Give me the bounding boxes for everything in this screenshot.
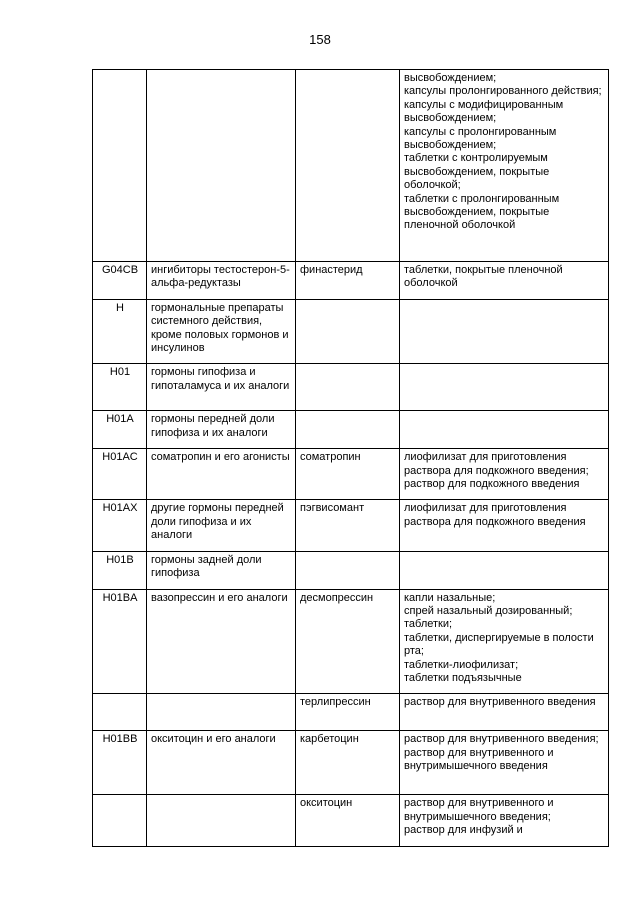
dosage-forms-cell xyxy=(400,411,609,449)
drug-name-cell xyxy=(296,70,400,262)
group-name-cell: другие гормоны передней доли гипофиза и их аналоги xyxy=(147,500,296,551)
dosage-form: раствор для внутривенного и внутримышечного введения; xyxy=(404,797,554,823)
atc-code-cell: H01 xyxy=(93,364,147,411)
drug-name-cell: пэгвисомант xyxy=(296,500,400,551)
group-name-cell xyxy=(147,70,296,262)
dosage-forms-cell xyxy=(400,299,609,364)
table-row xyxy=(93,411,609,449)
group-name-cell: гормоны передней доли гипофиза и их аналоги xyxy=(147,411,296,449)
table-row xyxy=(93,731,609,795)
group-name-cell: гормоны гипофиза и гипоталамуса и их аналоги xyxy=(147,364,296,411)
atc-code-cell: H01B xyxy=(93,551,147,589)
group-name-cell xyxy=(147,795,296,846)
table-row xyxy=(93,262,609,300)
atc-code-cell: H01AC xyxy=(93,449,147,500)
group-name-cell: ингибиторы тестостерон-5-альфа-редуктазы xyxy=(147,262,296,300)
group-name-cell: гормоны задней доли гипофиза xyxy=(147,551,296,589)
drug-name-cell: карбетоцин xyxy=(296,731,400,795)
dosage-form: капсулы пролонгированного действия; xyxy=(404,85,602,98)
dosage-form: лиофилизат для приготовления раствора для подкожного введения; xyxy=(404,451,589,477)
atc-code-cell xyxy=(93,694,147,731)
dosage-forms-cell xyxy=(400,262,609,300)
table-row xyxy=(93,500,609,551)
drug-name-cell: соматропин xyxy=(296,449,400,500)
dosage-form: лиофилизат для приготовления раствора для подкожного введения xyxy=(404,502,586,528)
atc-code-cell xyxy=(93,795,147,846)
drug-name-cell xyxy=(296,411,400,449)
dosage-forms-cell xyxy=(400,694,609,731)
group-name-cell: вазопрессин и его аналоги xyxy=(147,589,296,694)
dosage-forms-cell xyxy=(400,500,609,551)
group-name-cell: окситоцин и его аналоги xyxy=(147,731,296,795)
atc-code-cell: H01BA xyxy=(93,589,147,694)
drug-name-cell: окситоцин xyxy=(296,795,400,846)
atc-code-cell: G04CB xyxy=(93,262,147,300)
dosage-form: раствор для внутривенного введения xyxy=(404,696,596,709)
dosage-form: таблетки с пролонгированным высвобождением, покрытые пленочной оболочкой xyxy=(404,192,560,232)
dosage-forms-cell xyxy=(400,731,609,795)
dosage-forms-cell xyxy=(400,551,609,589)
table-row xyxy=(93,449,609,500)
table-row xyxy=(93,364,609,411)
dosage-form: спрей назальный дозированный; xyxy=(404,604,573,617)
dosage-form: капли назальные; xyxy=(404,591,496,604)
dosage-forms-cell xyxy=(400,795,609,846)
dosage-form: раствор для подкожного введения xyxy=(404,478,580,491)
group-name-cell: гормональные препараты системного действия, кроме половых гормонов и инсулинов xyxy=(147,299,296,364)
dosage-forms-cell xyxy=(400,449,609,500)
drug-name-cell xyxy=(296,551,400,589)
dosage-forms-cell xyxy=(400,589,609,694)
drug-name-cell: финастерид xyxy=(296,262,400,300)
atc-code-cell: H01A xyxy=(93,411,147,449)
table-row xyxy=(93,694,609,731)
table-row xyxy=(93,589,609,694)
table-row xyxy=(93,70,609,262)
atc-code-cell: H01AX xyxy=(93,500,147,551)
dosage-form: таблетки-лиофилизат; xyxy=(404,658,519,671)
dosage-form: раствор для инфузий и xyxy=(404,824,523,837)
drug-name-cell xyxy=(296,299,400,364)
drug-table xyxy=(92,69,609,847)
dosage-form: раствор для внутривенного введения; xyxy=(404,733,599,746)
drug-name-cell xyxy=(296,364,400,411)
dosage-form: таблетки, диспергируемые в полости рта; xyxy=(404,631,594,658)
dosage-form: таблетки подъязычные xyxy=(404,671,522,684)
dosage-form: капсулы с модифицированным высвобождением; xyxy=(404,98,564,125)
table-row xyxy=(93,551,609,589)
dosage-form: таблетки; xyxy=(404,618,453,631)
table-row xyxy=(93,795,609,846)
dosage-forms-cell xyxy=(400,70,609,262)
table-row xyxy=(93,299,609,364)
group-name-cell xyxy=(147,694,296,731)
group-name-cell: соматропин и его агонисты xyxy=(147,449,296,500)
atc-code-cell xyxy=(93,70,147,262)
atc-code-cell: H xyxy=(93,299,147,364)
drug-name-cell: десмопрессин xyxy=(296,589,400,694)
drug-table-body xyxy=(93,70,609,847)
dosage-form: раствор для внутривенного и внутримышечного введения xyxy=(404,746,554,773)
drug-name-cell: терлипрессин xyxy=(296,694,400,731)
dosage-form: капсулы с пролонгированным высвобождением; xyxy=(404,125,557,152)
page-number: 158 xyxy=(309,32,331,47)
atc-code-cell: H01BB xyxy=(93,731,147,795)
dosage-forms-cell xyxy=(400,364,609,411)
dosage-form: таблетки с контролируемым высвобождением, покрытые оболочкой; xyxy=(404,152,550,192)
dosage-form: таблетки, покрытые пленочной оболочкой xyxy=(404,264,563,290)
dosage-form: высвобождением; xyxy=(404,72,497,84)
